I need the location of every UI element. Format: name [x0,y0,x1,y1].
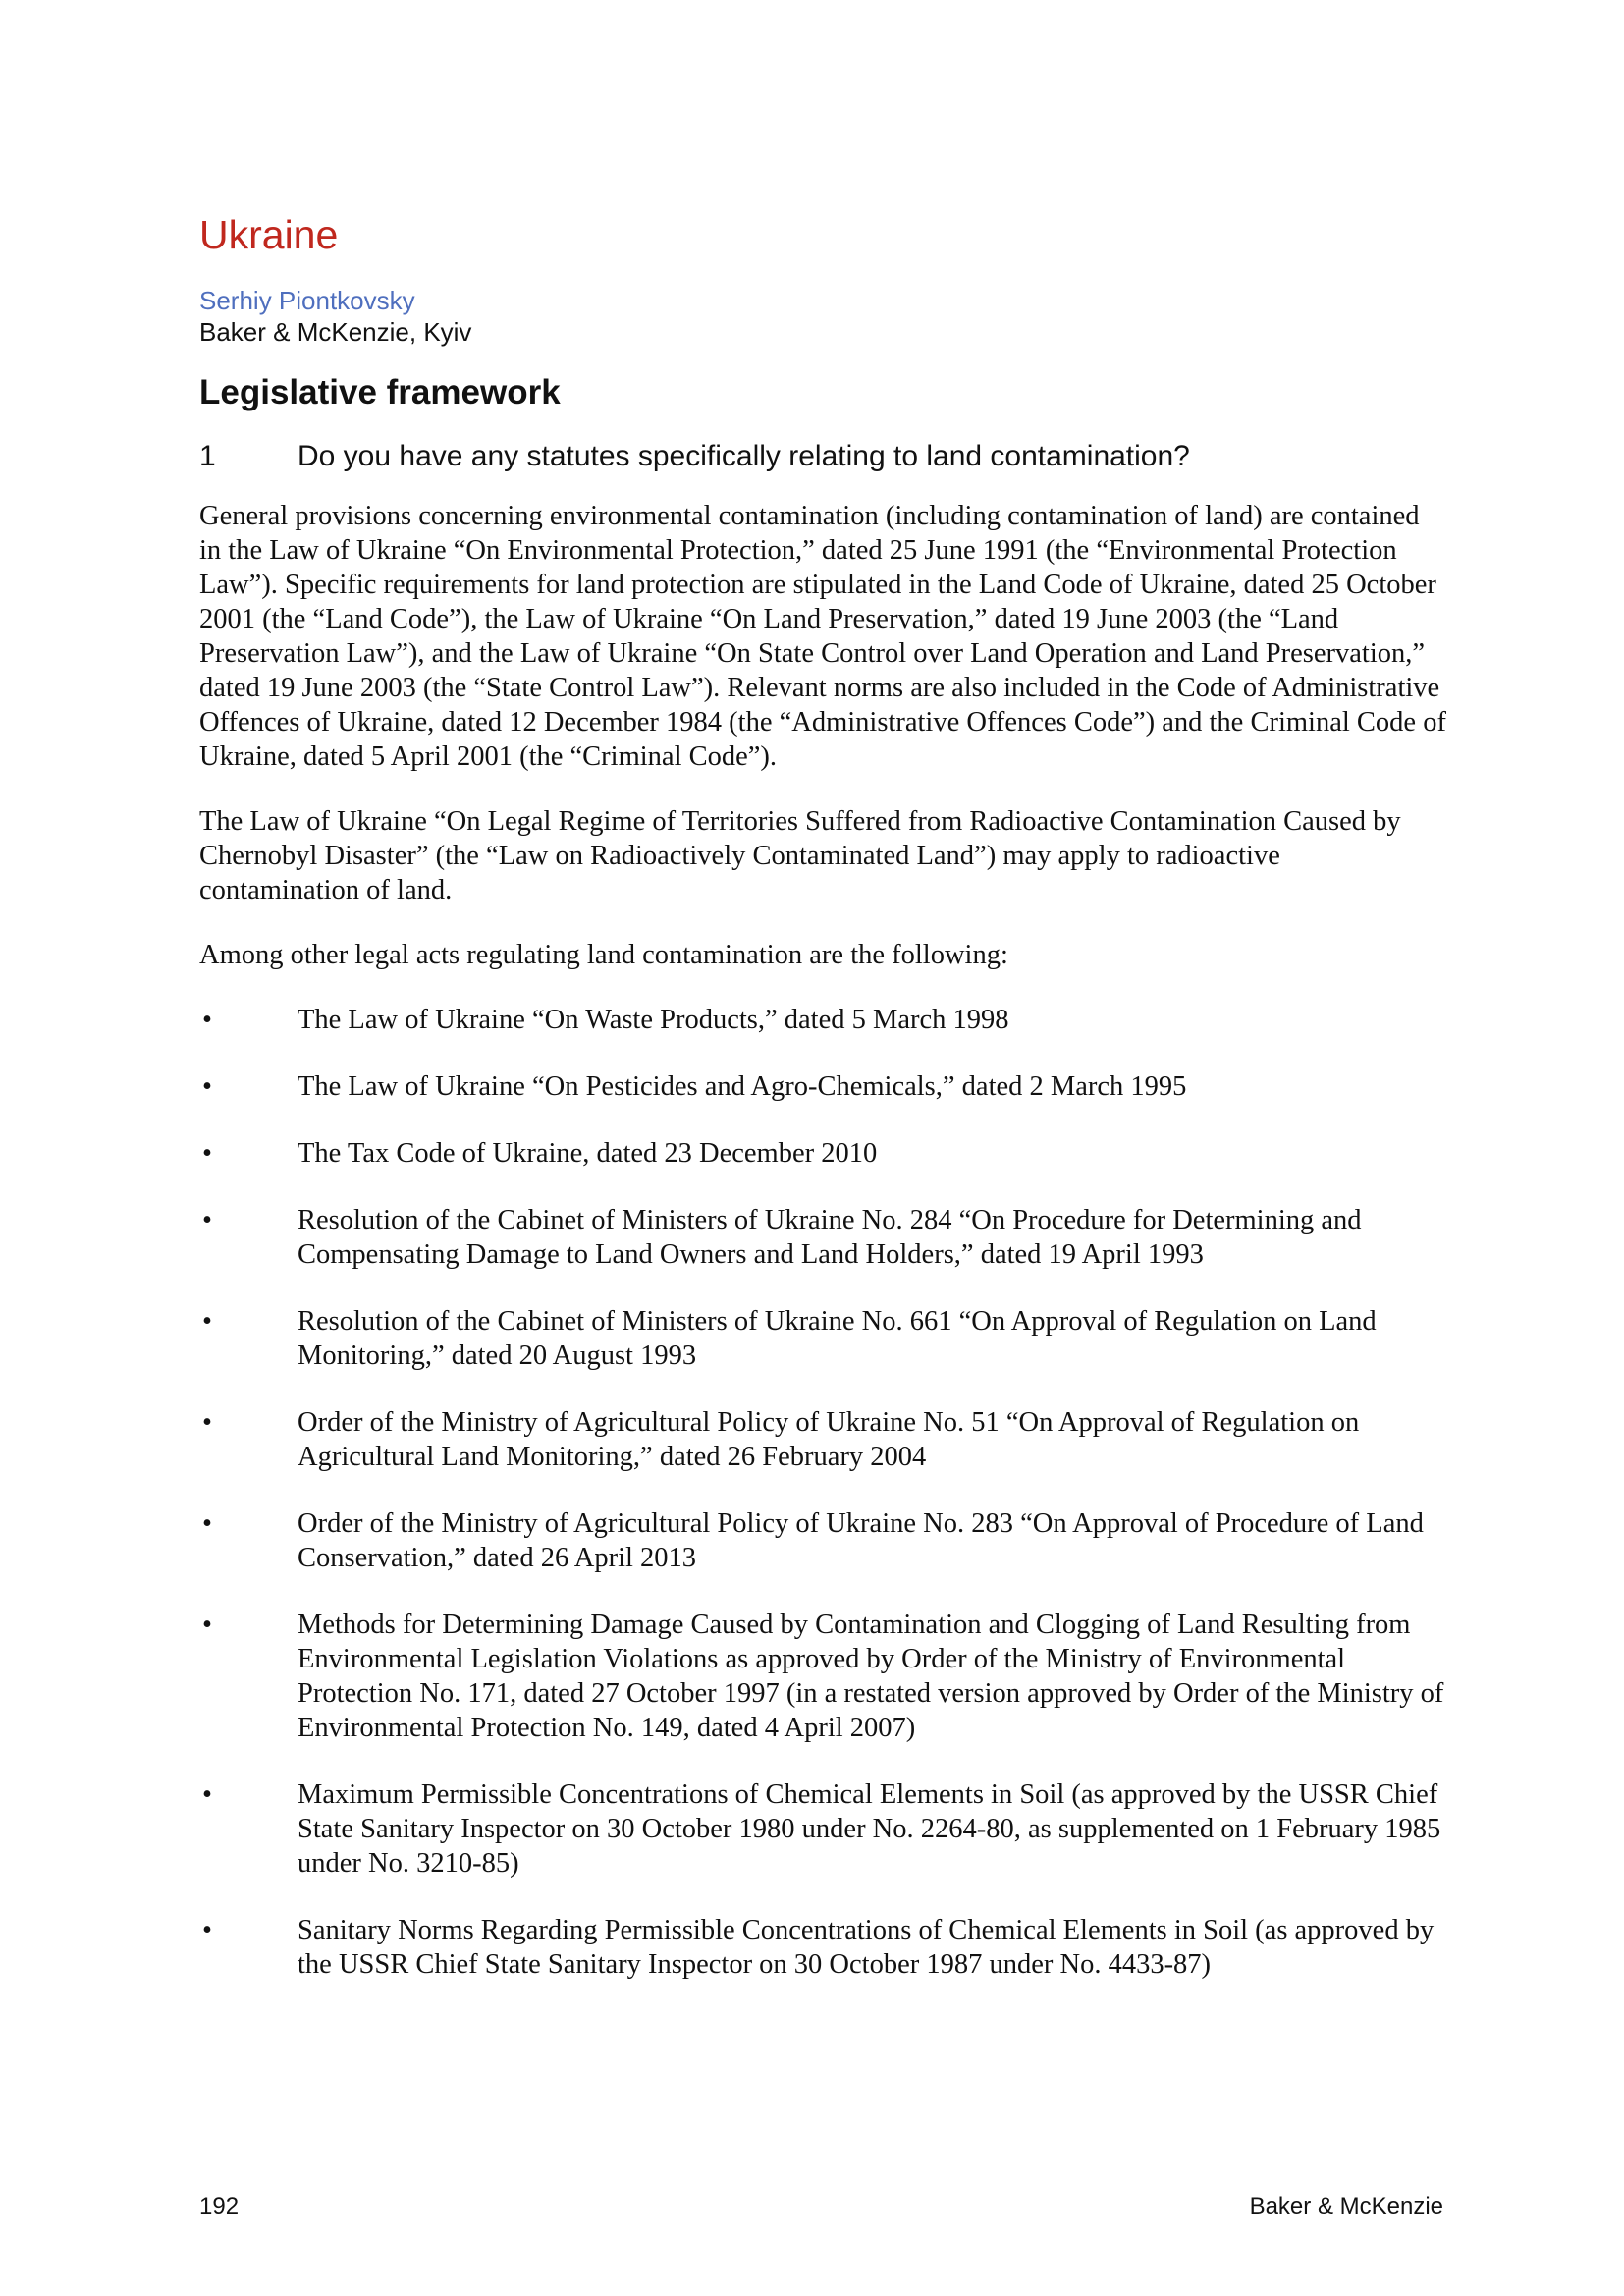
bullet-icon: • [202,1071,212,1102]
list-item-text: Sanitary Norms Regarding Permissible Concentrations of Chemical Elements in Soil (as approved by the USSR Chief State Sanitary Inspector on 30 October 1987 under No. 4433-87) [298,1915,1435,1980]
list-item [199,1608,1446,1745]
paragraph: General provisions concerning environmental contamination (including contamination of land) are contained in the Law of Ukraine “On Environmental Protection,” dated 25 June 1991 (the “Environmental Protection Law”). Specific requirements for land protection are stipulated in the Land Code of Ukraine, dated 25 October 2001 (the “Land Code”), the Law of Ukraine “On Land Preservation,” dated 19 June 2003 (the “Land Preservation Law”), and the Law of Ukraine “On State Control over Land Operation and Land Preservation,” dated 19 June 2003 (the “State Control Law”). Relevant norms are also included in the Code of Administrative Offences of Ukraine, dated 12 December 1984 (the “Administrative Offences Code”) and the Criminal Code of Ukraine, dated 5 April 2001 (the “Criminal Code”). [199,501,1446,772]
question-text: Do you have any statutes specifically relating to land contamination? [298,440,1190,472]
list-item-text: Resolution of the Cabinet of Ministers of Ukraine No. 661 “On Approval of Regulation on Land Monitoring,” dated 20 August 1993 [298,1306,1377,1371]
bullet-icon: • [202,1610,212,1640]
list-item [199,1203,1446,1272]
question [199,438,1436,475]
list-item [199,1304,1446,1373]
author-firm: Baker & McKenzie, Kyiv [199,317,472,347]
list-item-text: Order of the Ministry of Agricultural Policy of Ukraine No. 283 “On Approval of Procedure of Land Conservation,” dated 26 April 2013 [298,1508,1424,1573]
list-item-text: Resolution of the Cabinet of Ministers of Ukraine No. 284 “On Procedure for Determining and Compensating Damage to Land Owners and Land Holders,” dated 19 April 1993 [298,1205,1362,1270]
bullet-icon: • [202,1306,212,1337]
page-number: 192 [199,2193,240,2219]
list-item [199,1069,1446,1104]
bullet-icon: • [202,1779,212,1810]
list-item [199,1913,1446,1982]
bullet-icon: • [202,1205,212,1235]
body-text [199,499,1446,2014]
bullet-icon: • [202,1915,212,1945]
footer-firm-name: Baker & McKenzie [1249,2193,1443,2219]
bullet-icon: • [202,1407,212,1438]
list-item [199,1136,1446,1171]
list-item [199,1506,1446,1575]
list-item-text: The Tax Code of Ukraine, dated 23 December 2010 [298,1138,878,1169]
section-heading: Legislative framework [199,373,561,411]
list-item-text: The Law of Ukraine “On Waste Products,” dated 5 March 1998 [298,1005,1009,1035]
paragraph: Among other legal acts regulating land contamination are the following: [199,940,1008,970]
paragraph: The Law of Ukraine “On Legal Regime of Territories Suffered from Radioactive Contamination Caused by Chernobyl Disaster” (the “Law on Radioactively Contaminated Land”) may apply to radioactive contamination of land. [199,806,1401,905]
list-item [199,1003,1446,1037]
bullet-icon: • [202,1138,212,1169]
question-number: 1 [199,440,216,472]
list-item [199,1405,1446,1474]
legal-acts-list [199,1003,1446,1982]
list-item [199,1777,1446,1881]
list-item-text: Maximum Permissible Concentrations of Chemical Elements in Soil (as approved by the USSR Chief State Sanitary Inspector on 30 October 1980 under No. 2264-80, as supplemented on 1 February 1985 under No. 3210-85) [298,1779,1441,1879]
author-name: Serhiy Piontkovsky [199,286,415,315]
list-item-text: Methods for Determining Damage Caused by Contamination and Clogging of Land Resulting from Environmental Legislation Violations as approved by Order of the Ministry of Environmental Protection No. 171, dated 27 October 1997 (in a restated version approved by Order of the Ministry of Environmental Protection No. 149, dated 4 April 2007) [298,1610,1444,1743]
bullet-icon: • [202,1005,212,1035]
page-title: Ukraine [199,212,339,257]
list-item-text: The Law of Ukraine “On Pesticides and Agro-Chemicals,” dated 2 March 1995 [298,1071,1187,1102]
bullet-icon: • [202,1508,212,1539]
list-item-text: Order of the Ministry of Agricultural Policy of Ukraine No. 51 “On Approval of Regulation on Agricultural Land Monitoring,” dated 26 February 2004 [298,1407,1360,1472]
